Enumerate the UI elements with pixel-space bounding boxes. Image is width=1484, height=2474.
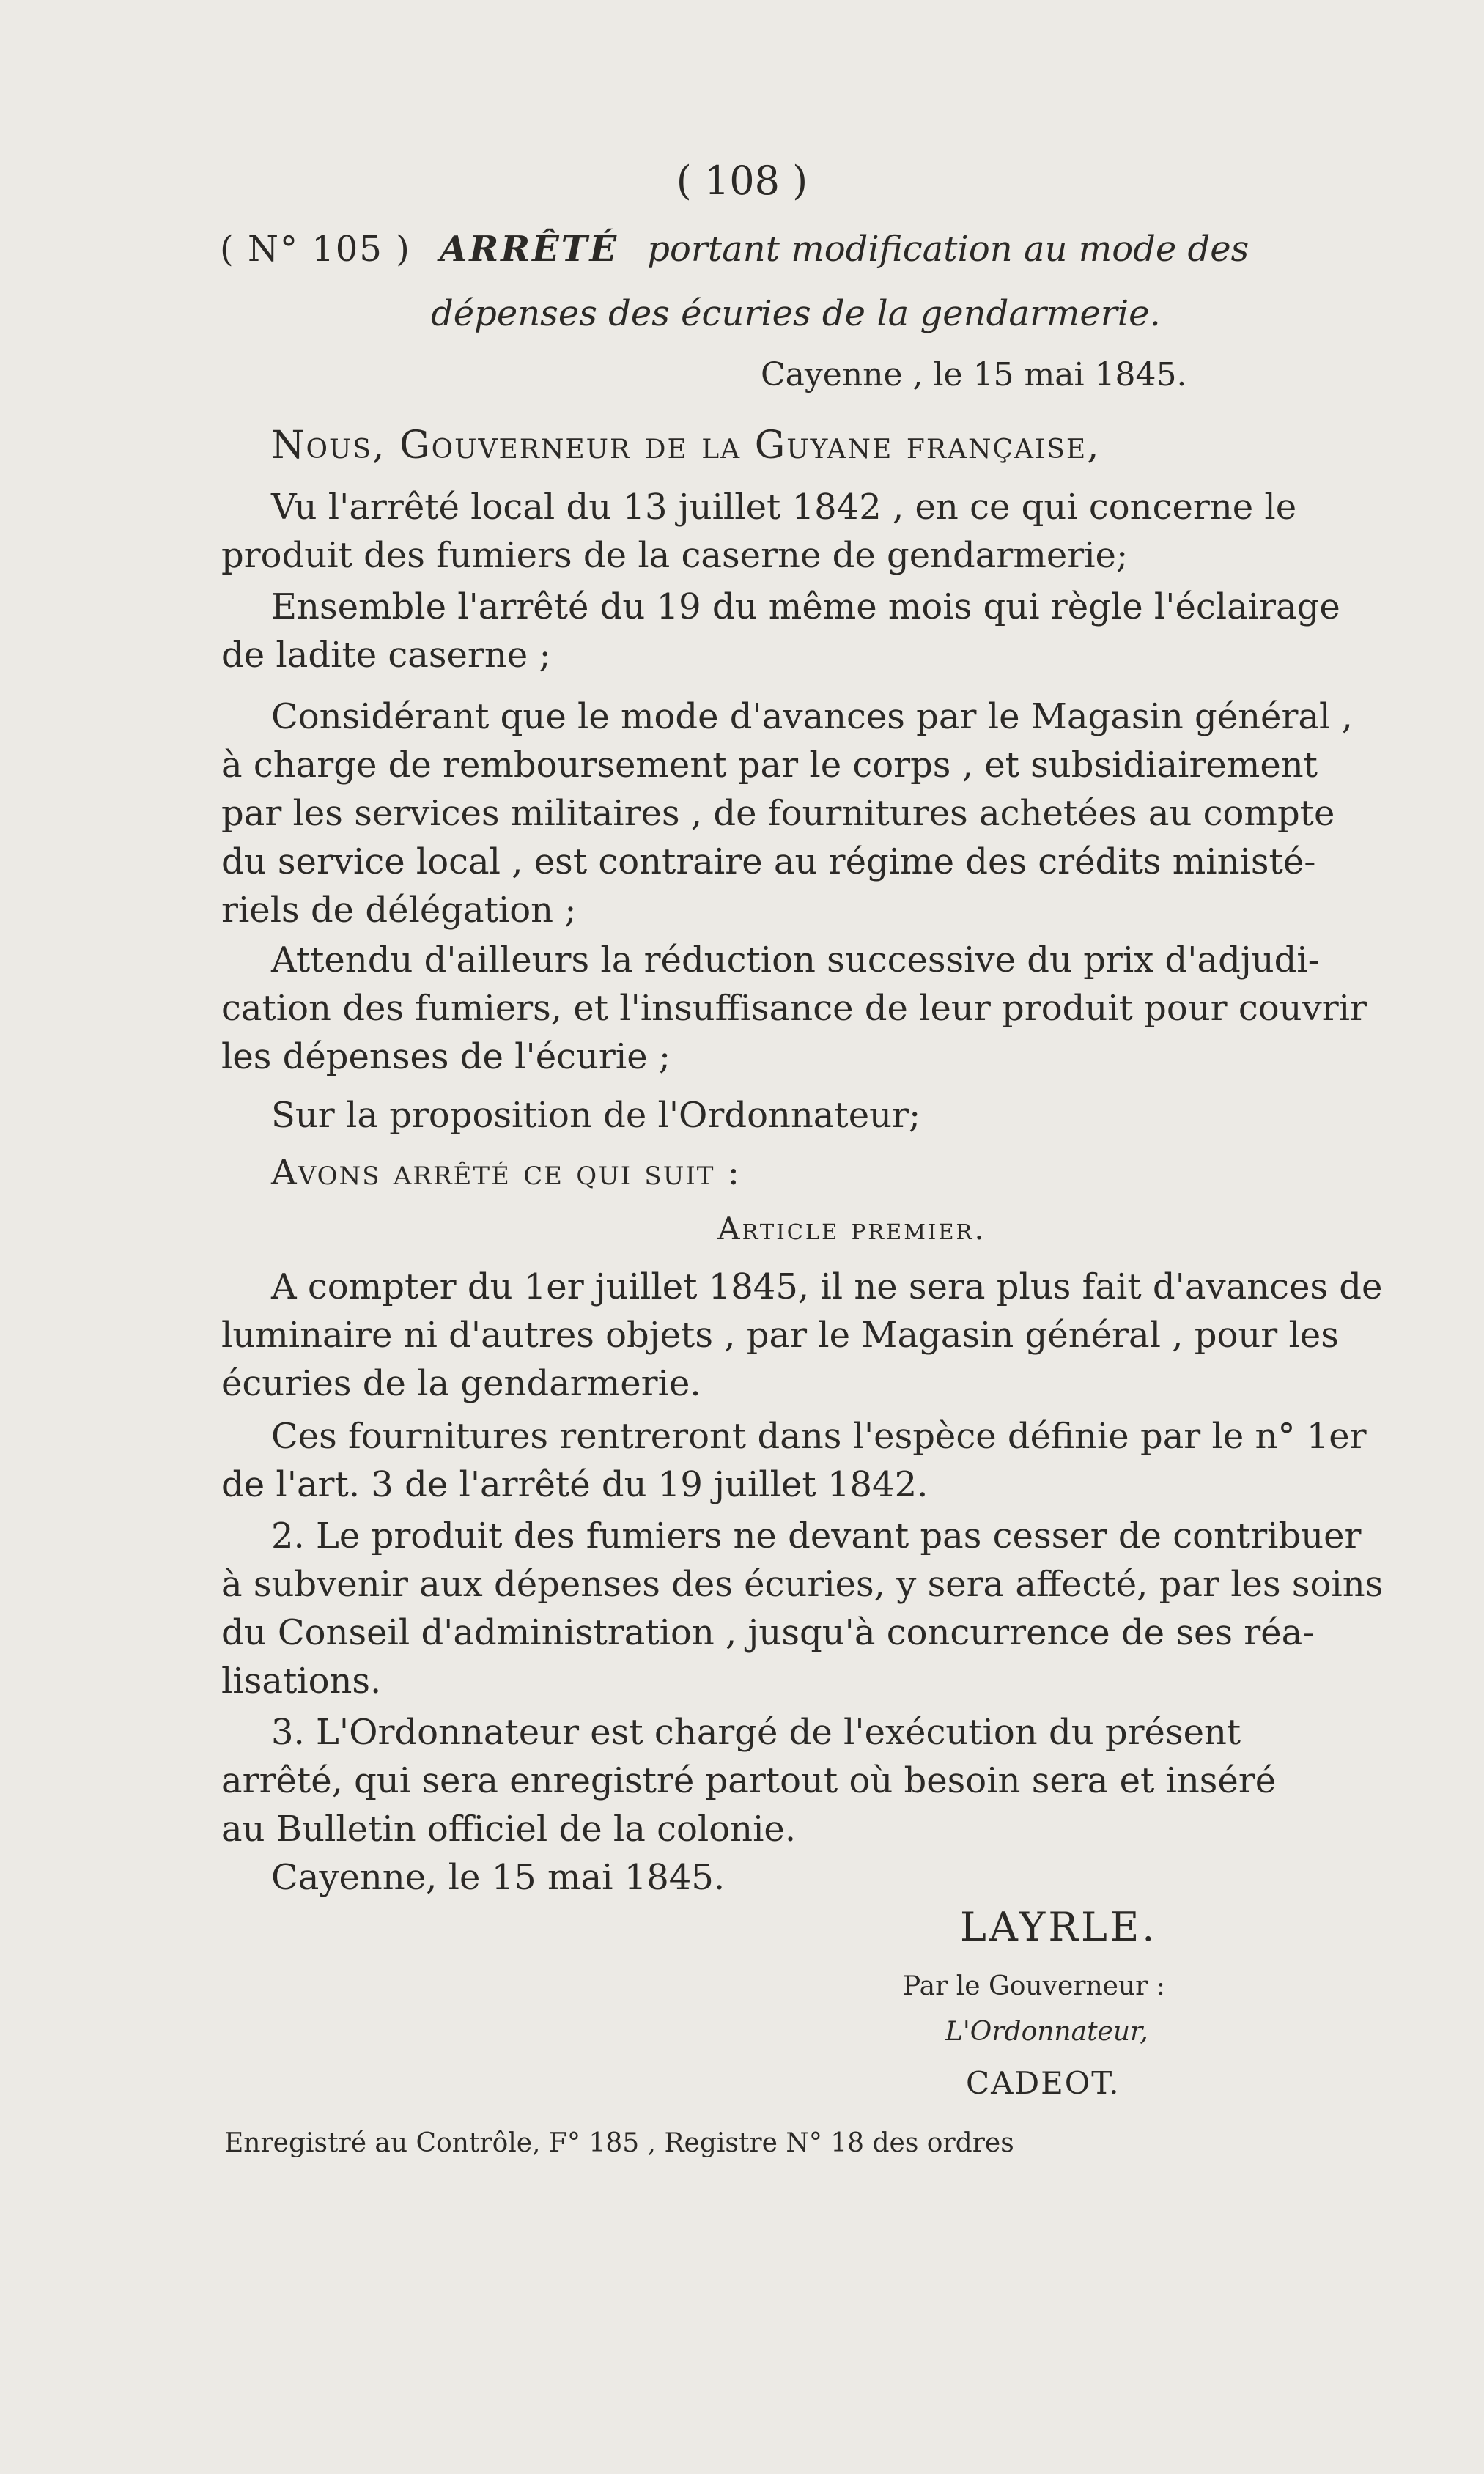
attendu-line-1: Attendu d'ailleurs la réduction successive du prix d'adjudi-: [271, 939, 1320, 981]
considerant-line-3: par les services militaires , de fournitures achetées au compte: [221, 793, 1335, 834]
signature-cadeot: CADEOT.: [966, 2065, 1121, 2101]
vu-line-1: Vu l'arrêté local du 13 juillet 1842 , en ce qui concerne le: [271, 487, 1297, 528]
art1-line-2: luminaire ni d'autres objets , par le Magasin général , pour les: [221, 1315, 1339, 1356]
decree-number: ( N° 105 ): [220, 229, 411, 270]
considerant-line-1: Considérant que le mode d'avances par le Magasin général ,: [271, 696, 1353, 737]
considerant-line-4: du service local , est contraire au régime des crédits ministé-: [221, 841, 1316, 882]
proposition-line: Sur la proposition de l'Ordonnateur;: [271, 1095, 921, 1136]
art1b-line-1: Ces fournitures rentreront dans l'espèce définie par le n° 1er: [271, 1416, 1367, 1457]
par-le-gouverneur: Par le Gouverneur :: [903, 1971, 1165, 2001]
vu-line-2: produit des fumiers de la caserne de gendarmerie;: [221, 535, 1129, 576]
attendu-line-3: les dépenses de l'écurie ;: [221, 1036, 671, 1077]
art1b-line-2: de l'art. 3 de l'arrêté du 19 juillet 1842.: [221, 1464, 929, 1505]
closing-date: Cayenne, le 15 mai 1845.: [271, 1857, 726, 1898]
preamble-nous: Nous, Gouverneur de la Guyane française,: [271, 424, 1101, 468]
decree-title-text: portant modification au mode des: [647, 229, 1249, 270]
ensemble-line-2: de ladite caserne ;: [221, 635, 551, 676]
art2-line-4: lisations.: [221, 1661, 382, 1702]
art3-line-2: arrêté, qui sera enregistré partout où besoin sera et inséré: [221, 1760, 1277, 1801]
art1-line-3: écuries de la gendarmerie.: [221, 1363, 701, 1404]
art3-line-1: 3. L'Ordonnateur est chargé de l'exécution du présent: [271, 1712, 1241, 1753]
art1-line-1: A compter du 1er juillet 1845, il ne sera plus fait d'avances de: [271, 1266, 1383, 1307]
attendu-line-2: cation des fumiers, et l'insuffisance de leur produit pour couvrir: [221, 988, 1367, 1029]
decree-keyword: ARRÊTÉ: [440, 229, 619, 270]
ordonnateur-title: L'Ordonnateur,: [945, 2017, 1148, 2047]
art2-line-1: 2. Le produit des fumiers ne devant pas cesser de contribuer: [271, 1515, 1362, 1557]
dateline: Cayenne , le 15 mai 1845.: [761, 356, 1187, 394]
registry-note: Enregistré au Contrôle, F° 185 , Registre N° 18 des ordres: [224, 2128, 1014, 2158]
art2-line-3: du Conseil d'administration , jusqu'à concurrence de ses réa-: [221, 1612, 1315, 1653]
article-heading: Article premier.: [717, 1211, 986, 1247]
page-number: ( 108 ): [676, 158, 808, 204]
ensemble-line-1: Ensemble l'arrêté du 19 du même mois qui règle l'éclairage: [271, 586, 1340, 627]
considerant-line-2: à charge de remboursement par le corps , et subsidiairement: [221, 745, 1318, 786]
signature-layrle: LAYRLE.: [960, 1904, 1158, 1950]
decree-title-line-2: dépenses des écuries de la gendarmerie.: [431, 293, 1161, 334]
considerant-line-5: riels de délégation ;: [221, 890, 577, 931]
decree-title-line-1: [220, 229, 1249, 270]
art3-line-3: au Bulletin officiel de la colonie.: [221, 1809, 797, 1850]
art2-line-2: à subvenir aux dépenses des écuries, y sera affecté, par les soins: [221, 1564, 1384, 1605]
avons-arrete-line: Avons arrêté ce qui suit :: [271, 1152, 741, 1193]
